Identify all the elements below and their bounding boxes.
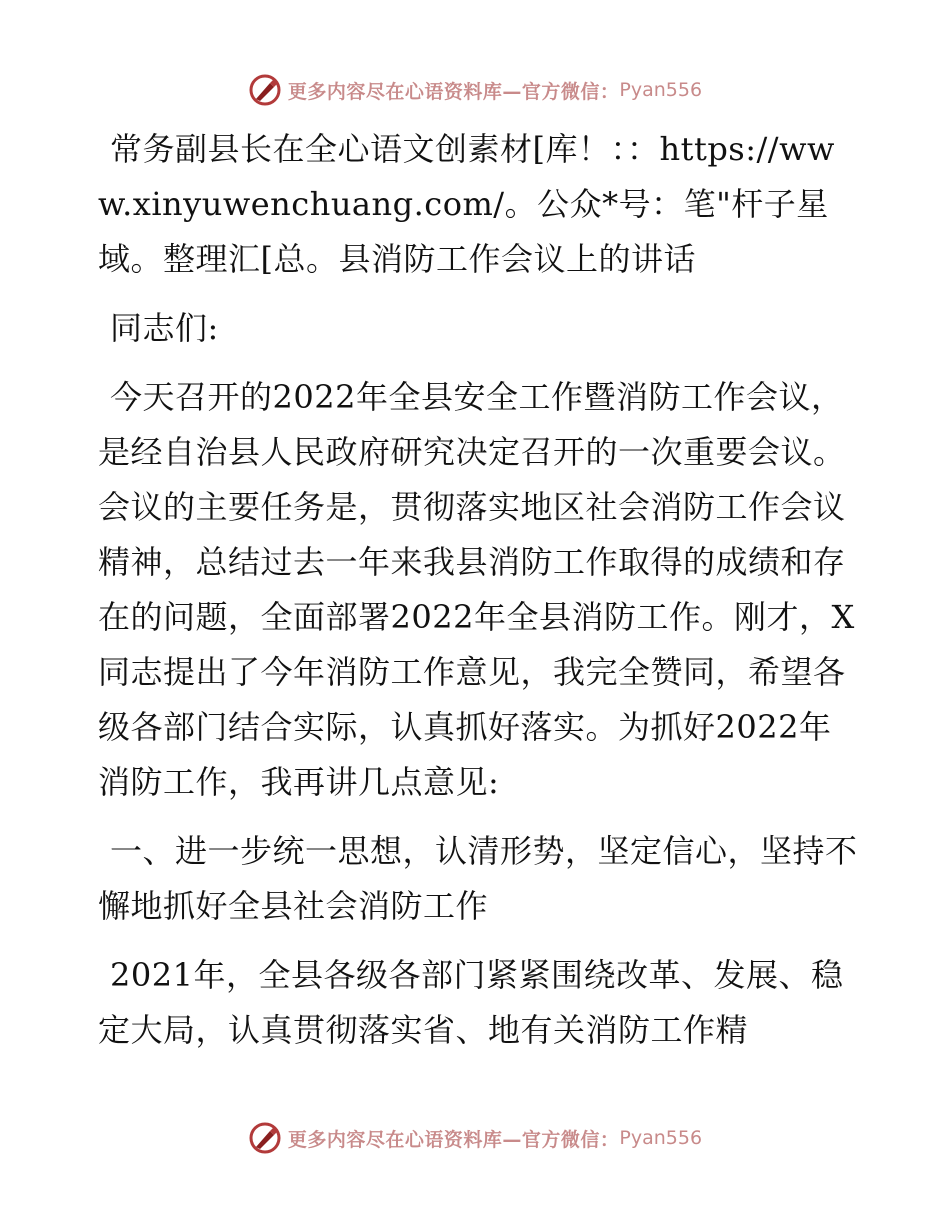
pen-circle-icon [248, 73, 282, 107]
header-watermark [0, 70, 950, 110]
watermark-text: 更多内容尽在心语资料库—官方微信： [287, 80, 620, 103]
pen-circle-icon [248, 1121, 282, 1155]
document-body [98, 122, 858, 1072]
salutation: 同志们: [110, 309, 219, 347]
watermark-text: 更多内容尽在心语资料库—官方微信： [287, 1128, 620, 1151]
watermark-wechat-id: Pyan556 [619, 1127, 703, 1149]
watermark-wechat-id: Pyan556 [619, 79, 703, 101]
document-title: 常务副县长在全心语文创素材[库！：：https://www.xinyuwenchuang.com/。公众*号：笔"杆子星域。整理汇[总。县消防工作会议上的讲话 [98, 130, 835, 278]
paragraph: 今天召开的2022年全县安全工作暨消防工作会议，是经自治县人民政府研究决定召开的一次重要会议。会议的主要任务是，贯彻落实地区社会消防工作会议精神，总结过去一年来我县消防工作取得的成绩和存在的问题，全面部署2022年全县消防工作。刚才，X同志提出了今年消防工作意见，我完全赞同，希望各级各部门结合实际，认真抓好落实。为抓好2022年消防工作，我再讲几点意见: [98, 378, 855, 801]
section-heading: 一、进一步统一思想，认清形势，坚定信心，坚持不懈地抓好全县社会消防工作 [98, 832, 858, 925]
footer-watermark [0, 1118, 950, 1158]
paragraph: 2021年，全县各级各部门紧紧围绕改革、发展、稳定大局，认真贯彻落实省、地有关消防工作精 [98, 956, 844, 1049]
